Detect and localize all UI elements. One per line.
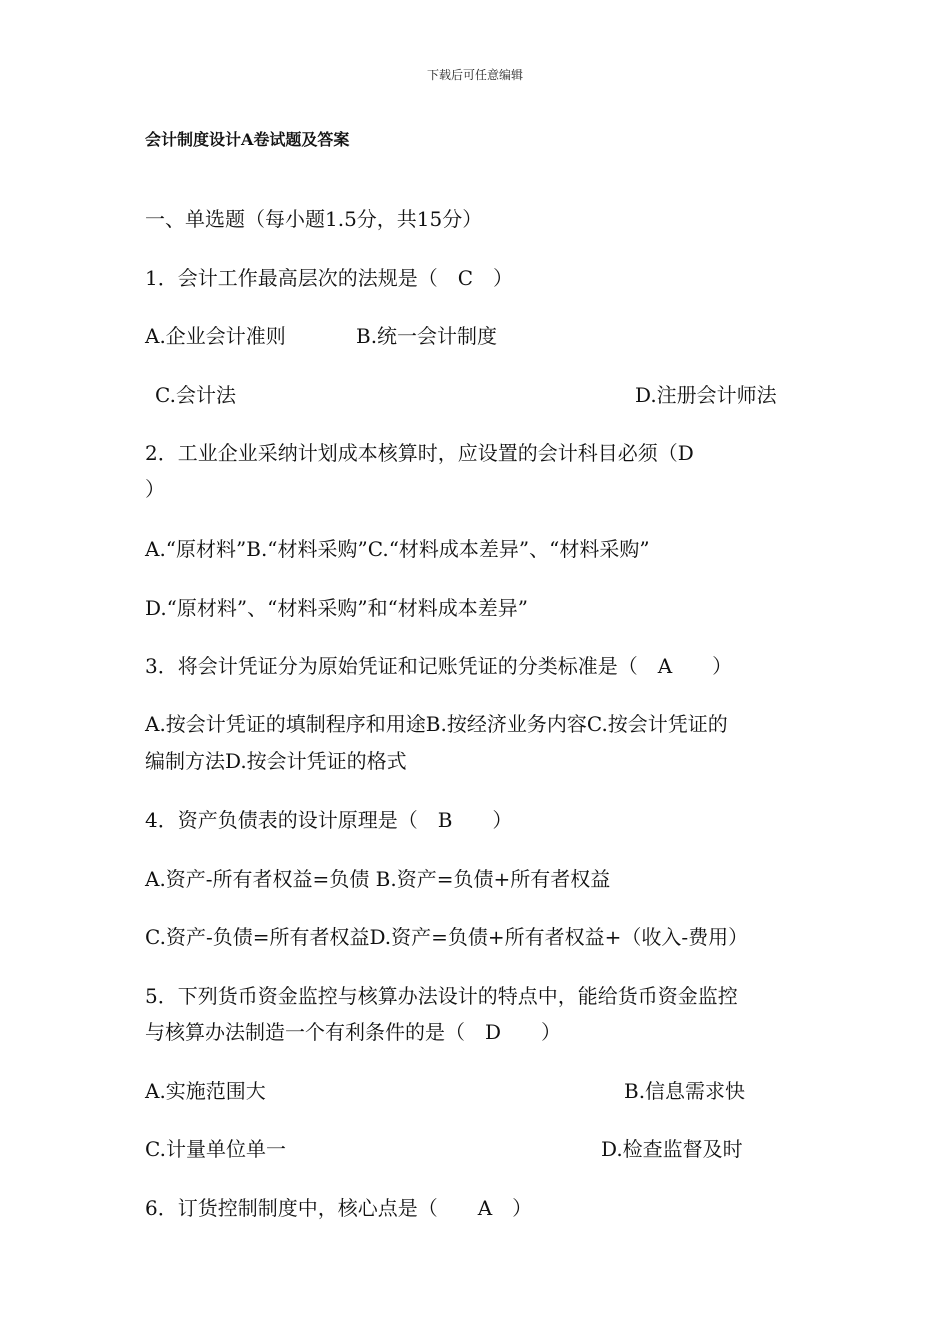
question-4-stem: 4．资产负债表的设计原理是（ B ） bbox=[145, 808, 513, 832]
question-5-option-a: A.实施范围大 bbox=[145, 1079, 266, 1103]
question-3-options-cont: 编制方法D.按会计凭证的格式 bbox=[145, 749, 407, 773]
question-3-options: A.按会计凭证的填制程序和用途B.按经济业务内容C.按会计凭证的 bbox=[145, 712, 728, 736]
document-title: 会计制度设计A卷试题及答案 bbox=[145, 130, 350, 149]
question-2-options: A.“原材料”B.“材料采购”C.“材料成本差异”、“材料采购” bbox=[145, 537, 650, 561]
question-2-stem-cont: ） bbox=[145, 477, 165, 501]
question-1-option-d: D.注册会计师法 bbox=[635, 383, 777, 407]
question-4-options: A.资产-所有者权益=负债 B.资产=负债+所有者权益 bbox=[145, 867, 611, 891]
question-3-stem: 3．将会计凭证分为原始凭证和记账凭证的分类标准是（ A ） bbox=[145, 654, 733, 678]
question-2-option-d: D.“原材料”、“材料采购”和“材料成本差异” bbox=[145, 596, 529, 620]
page-header: 下载后可任意编辑 bbox=[426, 68, 523, 82]
section-heading: 一、单选题（每小题1.5分，共15分） bbox=[145, 207, 483, 231]
question-1-option-b: B.统一会计制度 bbox=[356, 324, 498, 348]
question-1-option-c: C.会计法 bbox=[155, 383, 236, 407]
question-4-options-cont: C.资产-负债=所有者权益D.资产=负债+所有者权益+（收入-费用） bbox=[145, 925, 749, 949]
question-5-stem-cont: 与核算办法制造一个有利条件的是（ D ） bbox=[145, 1020, 562, 1044]
question-5-option-b: B.信息需求快 bbox=[624, 1079, 746, 1103]
question-1-stem: 1．会计工作最高层次的法规是（ C ） bbox=[145, 266, 514, 290]
question-5-option-c: C.计量单位单一 bbox=[145, 1137, 286, 1161]
question-5-option-d: D.检查监督及时 bbox=[601, 1137, 743, 1161]
question-6-stem: 6．订货控制制度中，核心点是（ A ） bbox=[145, 1196, 533, 1220]
question-5-stem: 5．下列货币资金监控与核算办法设计的特点中，能给货币资金监控 bbox=[145, 984, 738, 1008]
question-1-option-a: A.企业会计准则 bbox=[145, 324, 286, 348]
question-2-stem: 2．工业企业采纳计划成本核算时，应设置的会计科目必须（D bbox=[145, 441, 694, 465]
